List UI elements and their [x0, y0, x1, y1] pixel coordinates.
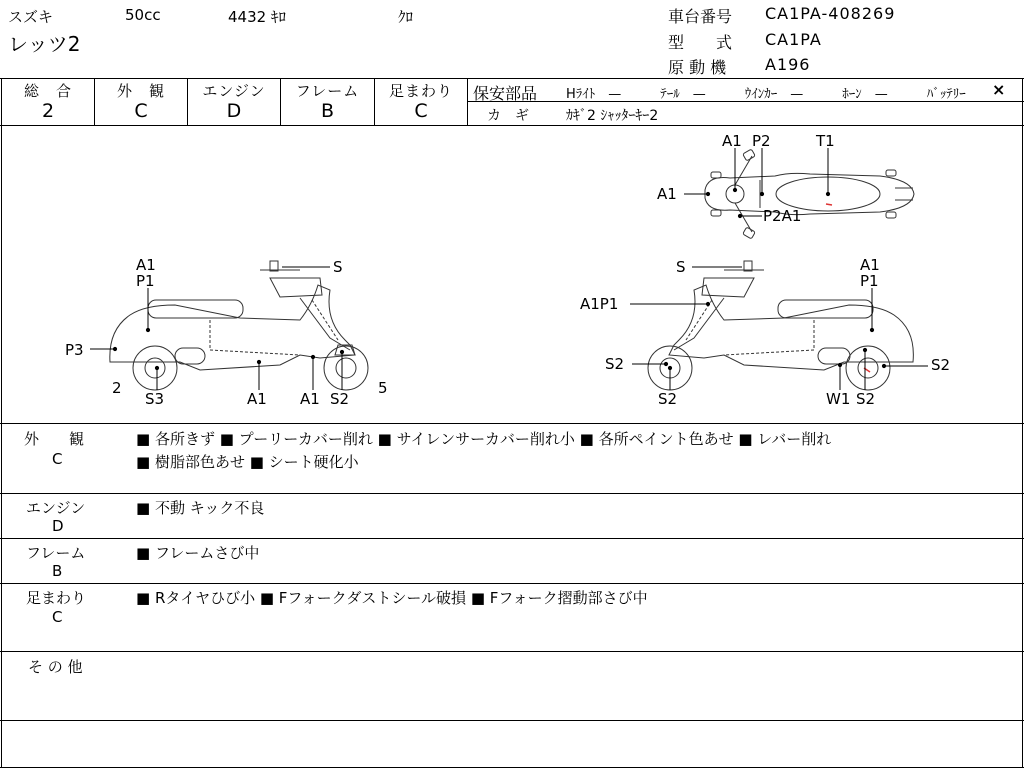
grade-header-suspension: 足まわり: [388, 82, 453, 100]
right-label-a1: A1: [860, 256, 880, 274]
left-label-a1-body: A1: [247, 390, 267, 408]
grade-header-engine: エンジン: [202, 82, 266, 100]
left-label-p3: P3: [65, 341, 84, 359]
key-info: ｶｷﾞ2 ｼｬｯﾀｰｷｰ2: [566, 108, 659, 124]
grade-header-exterior: 外 観: [116, 82, 165, 100]
left-label-s: S: [333, 258, 343, 276]
mileage: 4432 ｷﾛ: [228, 8, 286, 26]
remark-suspension-label: 足まわり: [26, 589, 87, 607]
grade-overall: 2: [41, 100, 55, 122]
remark-frame-label: フレーム: [26, 544, 86, 562]
grade-frame: B: [320, 100, 335, 122]
right-label-a1p1: A1P1: [580, 295, 619, 313]
type-value: CA1PA: [765, 30, 822, 49]
remark-other-label: そ の 他: [28, 658, 83, 676]
grade-exterior: C: [134, 100, 148, 122]
right-label-p1: P1: [860, 272, 879, 290]
grade-header-frame: フレーム: [295, 82, 360, 100]
grade-suspension: C: [414, 100, 428, 122]
diagram-leaders: [90, 148, 928, 390]
left-label-s2: S2: [330, 390, 350, 408]
remark-exterior-line1: ■ 各所きず ■ プーリーカバー削れ ■ サイレンサーカバー削れ小 ■ 各所ペイント色あせ ■ レバー削れ: [136, 430, 832, 448]
engine-value: A196: [765, 55, 811, 74]
engine-label: 原 動 機: [668, 58, 727, 77]
right-label-w1: W1: [826, 390, 851, 408]
remark-engine-line1: ■ 不動 キック不良: [136, 499, 265, 517]
grade-engine: D: [226, 100, 242, 122]
right-label-s2-muffler: S2: [931, 356, 951, 374]
remark-exterior-line2: ■ 樹脂部色あせ ■ シート硬化小: [136, 453, 359, 471]
displacement: 50cc: [125, 6, 161, 24]
type-label: 型 式: [668, 33, 733, 52]
maker: スズキ: [8, 8, 54, 26]
color: ｸﾛ: [398, 8, 414, 26]
model-name: レッツ2: [8, 32, 81, 56]
safety-items: Hﾗｲﾄ — ﾃｰﾙ — ｳｲﾝｶｰ — ﾎｰﾝ — ﾊﾞｯﾃﾘｰ: [566, 87, 966, 102]
left-label-a1: A1: [136, 256, 156, 274]
right-label-s2-rear: S2: [856, 390, 876, 408]
top-label-a1: A1: [722, 132, 742, 150]
top-label-a1-front: A1: [657, 185, 677, 203]
battery-mark: ×: [992, 80, 1006, 99]
left-label-s3: S3: [145, 390, 165, 408]
frame-no-label: 車台番号: [668, 7, 733, 26]
remark-engine-label: エンジン: [26, 499, 86, 517]
remark-frame-line1: ■ フレームさび中: [136, 544, 260, 562]
left-label-a1-step: A1: [300, 390, 320, 408]
remark-exterior-label: 外 観: [24, 430, 85, 448]
remark-engine-grade: D: [52, 517, 64, 535]
right-label-s2-front: S2: [605, 355, 625, 373]
key-label: カ ギ: [487, 108, 529, 124]
top-label-p2: P2: [752, 132, 771, 150]
remark-frame-grade: B: [52, 562, 63, 580]
left-label-5: 5: [378, 379, 388, 397]
remark-suspension-grade: C: [52, 608, 63, 626]
top-label-t1: T1: [816, 132, 835, 150]
remark-exterior-grade: C: [52, 450, 63, 468]
right-label-s2-wheel: S2: [658, 390, 678, 408]
top-label-p2a1: P2A1: [763, 207, 802, 225]
frame-no: CA1PA-408269: [765, 4, 896, 23]
grade-header-overall: 総 合: [23, 82, 72, 100]
left-label-2: 2: [112, 379, 122, 397]
top-view-diagram: [705, 149, 914, 239]
safety-label: 保安部品: [473, 84, 538, 103]
left-label-p1: P1: [136, 272, 155, 290]
remark-suspension-line1: ■ Rタイヤひび小 ■ Fフォークダストシール破損 ■ Fフォーク摺動部さび中: [136, 589, 648, 607]
right-label-s: S: [676, 258, 686, 276]
